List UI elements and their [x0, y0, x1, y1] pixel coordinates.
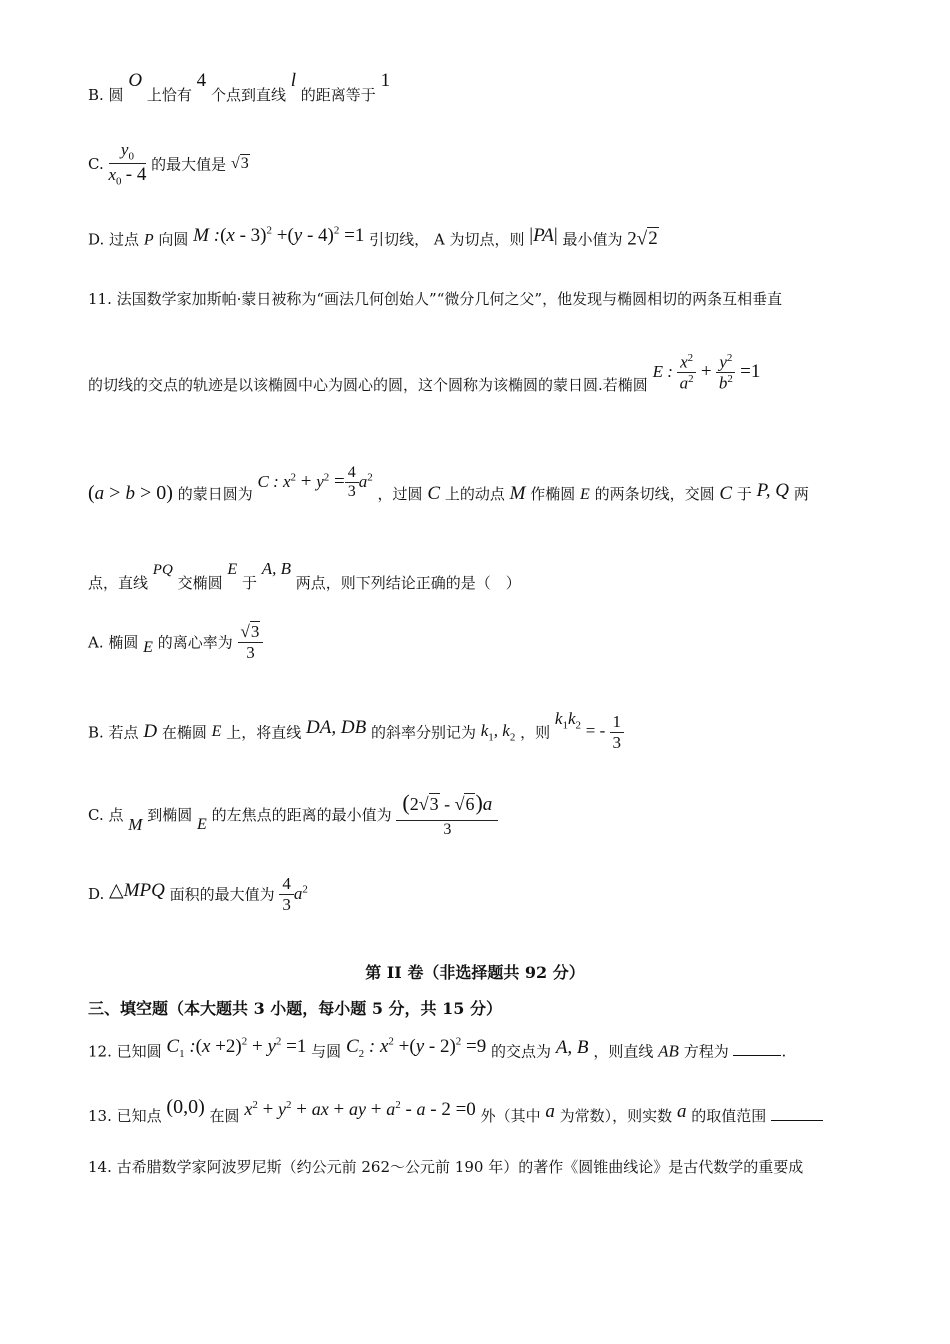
q10-option-c — [88, 140, 250, 188]
text: 交椭圆 — [177, 574, 223, 592]
answer-blank[interactable] — [771, 1120, 823, 1121]
math-condition: (a > b > 0) — [88, 481, 173, 504]
math-E: E — [143, 639, 153, 657]
q13 — [88, 1096, 823, 1127]
q14-line1: 14. 古希腊数学家阿波罗尼斯（约公元前 262～公元前 190 年）的著作《圆锥曲线论》是古代数学的重要成 — [88, 1158, 804, 1176]
math-P: P — [143, 231, 154, 249]
q11-line3 — [88, 464, 809, 514]
text: 外（其中 — [480, 1107, 541, 1125]
text: 的交点为 — [491, 1042, 552, 1061]
text: ，过圆 — [377, 484, 423, 503]
text: A. 椭圆 — [88, 633, 139, 652]
text: 的斜率分别记为 — [370, 723, 476, 742]
math-C: C — [427, 482, 441, 504]
math-PQ-points: P, Q — [756, 479, 790, 501]
q11-option-a — [88, 622, 263, 662]
math-C2: C — [719, 482, 733, 504]
math-circle-M: M :(x - 3)$^2$ +(y - 4)$^2$ =1 — [193, 225, 365, 247]
math-E: E — [211, 723, 222, 741]
text: 为常数），则实数 — [559, 1107, 673, 1125]
q11-option-d — [88, 874, 308, 914]
text: 的切线的交点的轨迹是以该椭圆中心为圆心的圆，这个圆称为该椭圆的蒙日圆.若椭圆 — [88, 376, 648, 395]
math-M: M — [509, 482, 526, 504]
math-triangle-MPQ: △MPQ — [109, 879, 165, 901]
math-AB: A, B — [261, 559, 292, 578]
text: 最小值为 — [562, 230, 623, 249]
math-min-distance: $\frac{(2√3 - √6)a}{3}$ — [396, 790, 498, 839]
math-circle-C1: $C_1$ :(x $+2)^2 + y^2 =1$ — [166, 1036, 307, 1061]
math-ellipse-E: E : $\frac{x^2}{a^2}$ + $\frac{y^2}{b^2}$ =1 — [652, 352, 761, 393]
math-k1k2-product: $k_1k_2$ — [554, 708, 582, 732]
text: 与圆 — [311, 1042, 342, 1061]
text: 作椭圆 — [530, 484, 576, 503]
math-equals-neg-third: = - $\frac{1}{3}$ — [586, 721, 624, 740]
text: 于 — [736, 484, 752, 503]
math-circle-C2: $C_2$ : $x^2 +(y - 2)^2 =9$ — [345, 1036, 487, 1061]
text: B. 圆 — [88, 86, 124, 104]
text: 在圆 — [209, 1107, 240, 1125]
text: 两 — [793, 484, 809, 503]
section-title: 第 II 卷（非选择题共 92 分） — [365, 963, 585, 982]
text: 的最大值是 — [151, 155, 227, 174]
text: 面积的最大值为 — [169, 885, 275, 904]
math-O: O — [128, 70, 143, 91]
text: 上的动点 — [444, 484, 505, 503]
math-PA: |PA| — [529, 225, 558, 247]
q11-line1: 11. 法国数学家加斯帕·蒙日被称为“画法几何创始人”“微分几何之父”，他发现与椭圆相切的两条互相垂直 — [88, 290, 783, 308]
text: 12. 已知圆 — [88, 1042, 162, 1061]
math-M: M — [128, 814, 143, 834]
math-2sqrt2: 2√2 — [627, 228, 658, 250]
text: 上恰有 — [146, 86, 192, 104]
math-circle-equation: $x^2 + y^2$ + ax + ay + $a^2 - a - 2 =0$ — [244, 1099, 476, 1120]
answer-blank[interactable] — [733, 1055, 781, 1056]
math-l: l — [290, 70, 297, 91]
math-DA-DB: DA, DB — [306, 717, 367, 739]
text: . — [781, 1042, 787, 1061]
math-origin: (0,0) — [166, 1096, 205, 1118]
text: ，则直线 — [593, 1042, 654, 1061]
q10-option-b — [88, 70, 391, 106]
text: 向圆 — [158, 230, 189, 249]
text: 13. 已知点 — [88, 1107, 162, 1125]
math-D: D — [143, 721, 158, 743]
text: 个点到直线 — [210, 86, 286, 104]
math-AB: A, B — [555, 1037, 589, 1059]
math-a: a — [545, 1101, 555, 1122]
q11-line2 — [88, 352, 761, 405]
section-heading: 三、填空题（本大题共 3 小题，每小题 5 分，共 15 分） — [88, 999, 502, 1018]
math-a: a — [676, 1101, 687, 1122]
text: 的取值范围 — [691, 1107, 767, 1125]
math-circle-C: C : $x^2 + y^2$ = $\frac{4}{3}$ $a^2$ — [257, 464, 373, 501]
text: 到椭圆 — [147, 806, 193, 825]
text: 于 — [241, 574, 257, 592]
math-1: 1 — [380, 70, 391, 91]
math-fraction: $\frac{y_0}{x_0 - 4}$ — [108, 140, 147, 188]
text: 两点，则下列结论正确的是（ ） — [295, 574, 521, 592]
math-k1-k2: $k_1$, $k_2$ — [480, 720, 516, 744]
text: 点，直线 — [88, 574, 149, 592]
q10-option-d — [88, 225, 659, 250]
q11-line4 — [88, 559, 521, 593]
math-E: E — [227, 561, 238, 578]
text: C. — [88, 155, 104, 174]
text: 的两条切线，交圆 — [594, 484, 715, 503]
math-sqrt3: √3 — [230, 155, 249, 173]
math-AB-line: AB — [658, 1041, 679, 1061]
math-4: 4 — [196, 70, 207, 91]
math-a-squared: $a^2$ — [293, 883, 308, 904]
text: 上，将直线 — [226, 723, 302, 742]
text: 的距离等于 — [300, 86, 376, 104]
text: C. 点 — [88, 806, 124, 825]
math-sqrt3-over-3: $\frac{√3}{3}$ — [238, 622, 264, 662]
text: 在椭圆 — [161, 723, 207, 742]
text: 的蒙日圆为 — [177, 484, 253, 503]
text: D. 过点 — [88, 230, 140, 249]
q12 — [88, 1036, 787, 1064]
q11-option-b — [88, 708, 624, 752]
text: 的左焦点的距离的最小值为 — [211, 806, 392, 825]
text: 方程为 — [683, 1042, 729, 1061]
text: 的离心率为 — [157, 633, 233, 652]
math-four-thirds: $\frac{4}{3}$ — [279, 874, 294, 914]
math-E: E — [580, 485, 590, 503]
q11-option-c — [88, 790, 498, 839]
text: D. — [88, 885, 105, 904]
text: B. 若点 — [88, 723, 139, 742]
text: ，则 — [520, 723, 551, 742]
math-E: E — [197, 815, 207, 833]
text: 引切线， A 为切点，则 — [369, 230, 525, 249]
math-PQ: PQ — [152, 562, 173, 578]
